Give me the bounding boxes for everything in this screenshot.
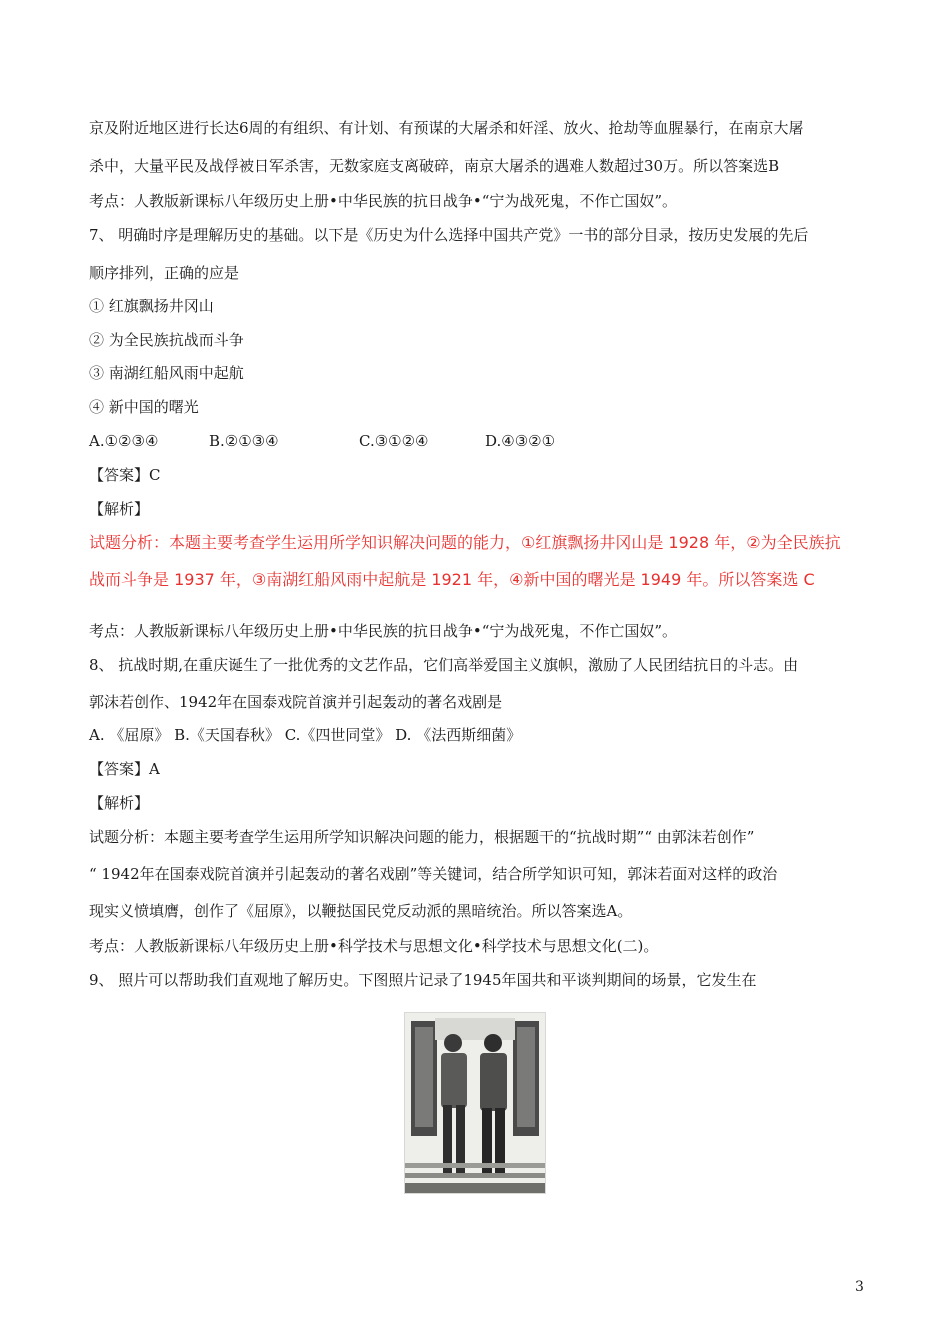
analysis-label: 【解析】 <box>89 794 150 812</box>
question-7-stem: 顺序排列，正确的应是 <box>89 264 240 282</box>
analysis-text: 试题分析：本题主要考查学生运用所学知识解决问题的能力，根据题干的“抗战时期”“ 由郭沫若创作” <box>89 828 755 846</box>
question-8-options: A. 《屈原》 B.《天国春秋》 C.《四世同堂》 D. 《法西斯细菌》 <box>89 726 522 744</box>
text-line: 考点：人教版新课标八年级历史上册•中华民族的抗日战争•“宁为战死鬼，不作亡国奴”。 <box>89 192 678 210</box>
historical-photo <box>404 1012 546 1194</box>
question-7-stem: 7、 明确时序是理解历史的基础。以下是《历史为什么选择中国共产党》一书的部分目录，按历史发展的先后 <box>89 226 809 244</box>
option-a: A.①②③④ <box>89 432 159 450</box>
option-c: C.③①②④ <box>359 432 429 450</box>
text-line: 杀中，大量平民及战俘被日军杀害，无数家庭支离破碎，南京大屠杀的遇难人数超过30万。所以答案选B <box>89 157 780 175</box>
kaodian-line: 考点：人教版新课标八年级历史上册•中华民族的抗日战争•“宁为战死鬼，不作亡国奴”。 <box>89 622 678 640</box>
answer-label: 【答案】A <box>89 760 160 778</box>
analysis-text: 现实义愤填膺，创作了《屈原》，以鞭挞国民党反动派的黑暗统治。所以答案选A。 <box>89 902 633 920</box>
question-8-stem: 郭沫若创作、1942年在国泰戏院首演并引起轰动的著名戏剧是 <box>89 693 503 711</box>
question-7-item: ④ 新中国的曙光 <box>89 398 199 416</box>
analysis-label: 【解析】 <box>89 500 150 518</box>
question-9-stem: 9、 照片可以帮助我们直观地了解历史。下图照片记录了1945年国共和平谈判期间的场景，它发生在 <box>89 971 757 989</box>
kaodian-line: 考点：人教版新课标八年级历史上册•科学技术与思想文化•科学技术与思想文化(二)。 <box>89 937 659 955</box>
analysis-text-red: 战而斗争是 1937 年，③南湖红船风雨中起航是 1921 年，④新中国的曙光是 1949 年。所以答案选 C <box>89 570 815 589</box>
question-7-item: ① 红旗飘扬井冈山 <box>89 297 214 315</box>
answer-label: 【答案】C <box>89 466 161 484</box>
question-8-stem: 8、 抗战时期,在重庆诞生了一批优秀的文艺作品，它们高举爱国主义旗帜，激励了人民团结抗日的斗志。由 <box>89 656 799 674</box>
option-d: D.④③②① <box>485 432 556 450</box>
question-7-item: ② 为全民族抗战而斗争 <box>89 331 244 349</box>
analysis-text: “ 1942年在国泰戏院首演并引起轰动的著名戏剧”等关键词，结合所学知识可知，郭沫若面对这样的政治 <box>89 865 778 883</box>
page-number: 3 <box>855 1279 864 1295</box>
photo-two-men-icon <box>405 1013 545 1193</box>
analysis-text-red: 试题分析：本题主要考查学生运用所学知识解决问题的能力，①红旗飘扬井冈山是 1928 年，②为全民族抗 <box>89 533 841 552</box>
question-7-options <box>89 431 879 451</box>
option-b: B.②①③④ <box>209 432 279 450</box>
question-7-item: ③ 南湖红船风雨中起航 <box>89 364 244 382</box>
text-line: 京及附近地区进行长达6周的有组织、有计划、有预谋的大屠杀和奸淫、放火、抢劫等血腥暴行，在南京大屠 <box>89 119 804 137</box>
